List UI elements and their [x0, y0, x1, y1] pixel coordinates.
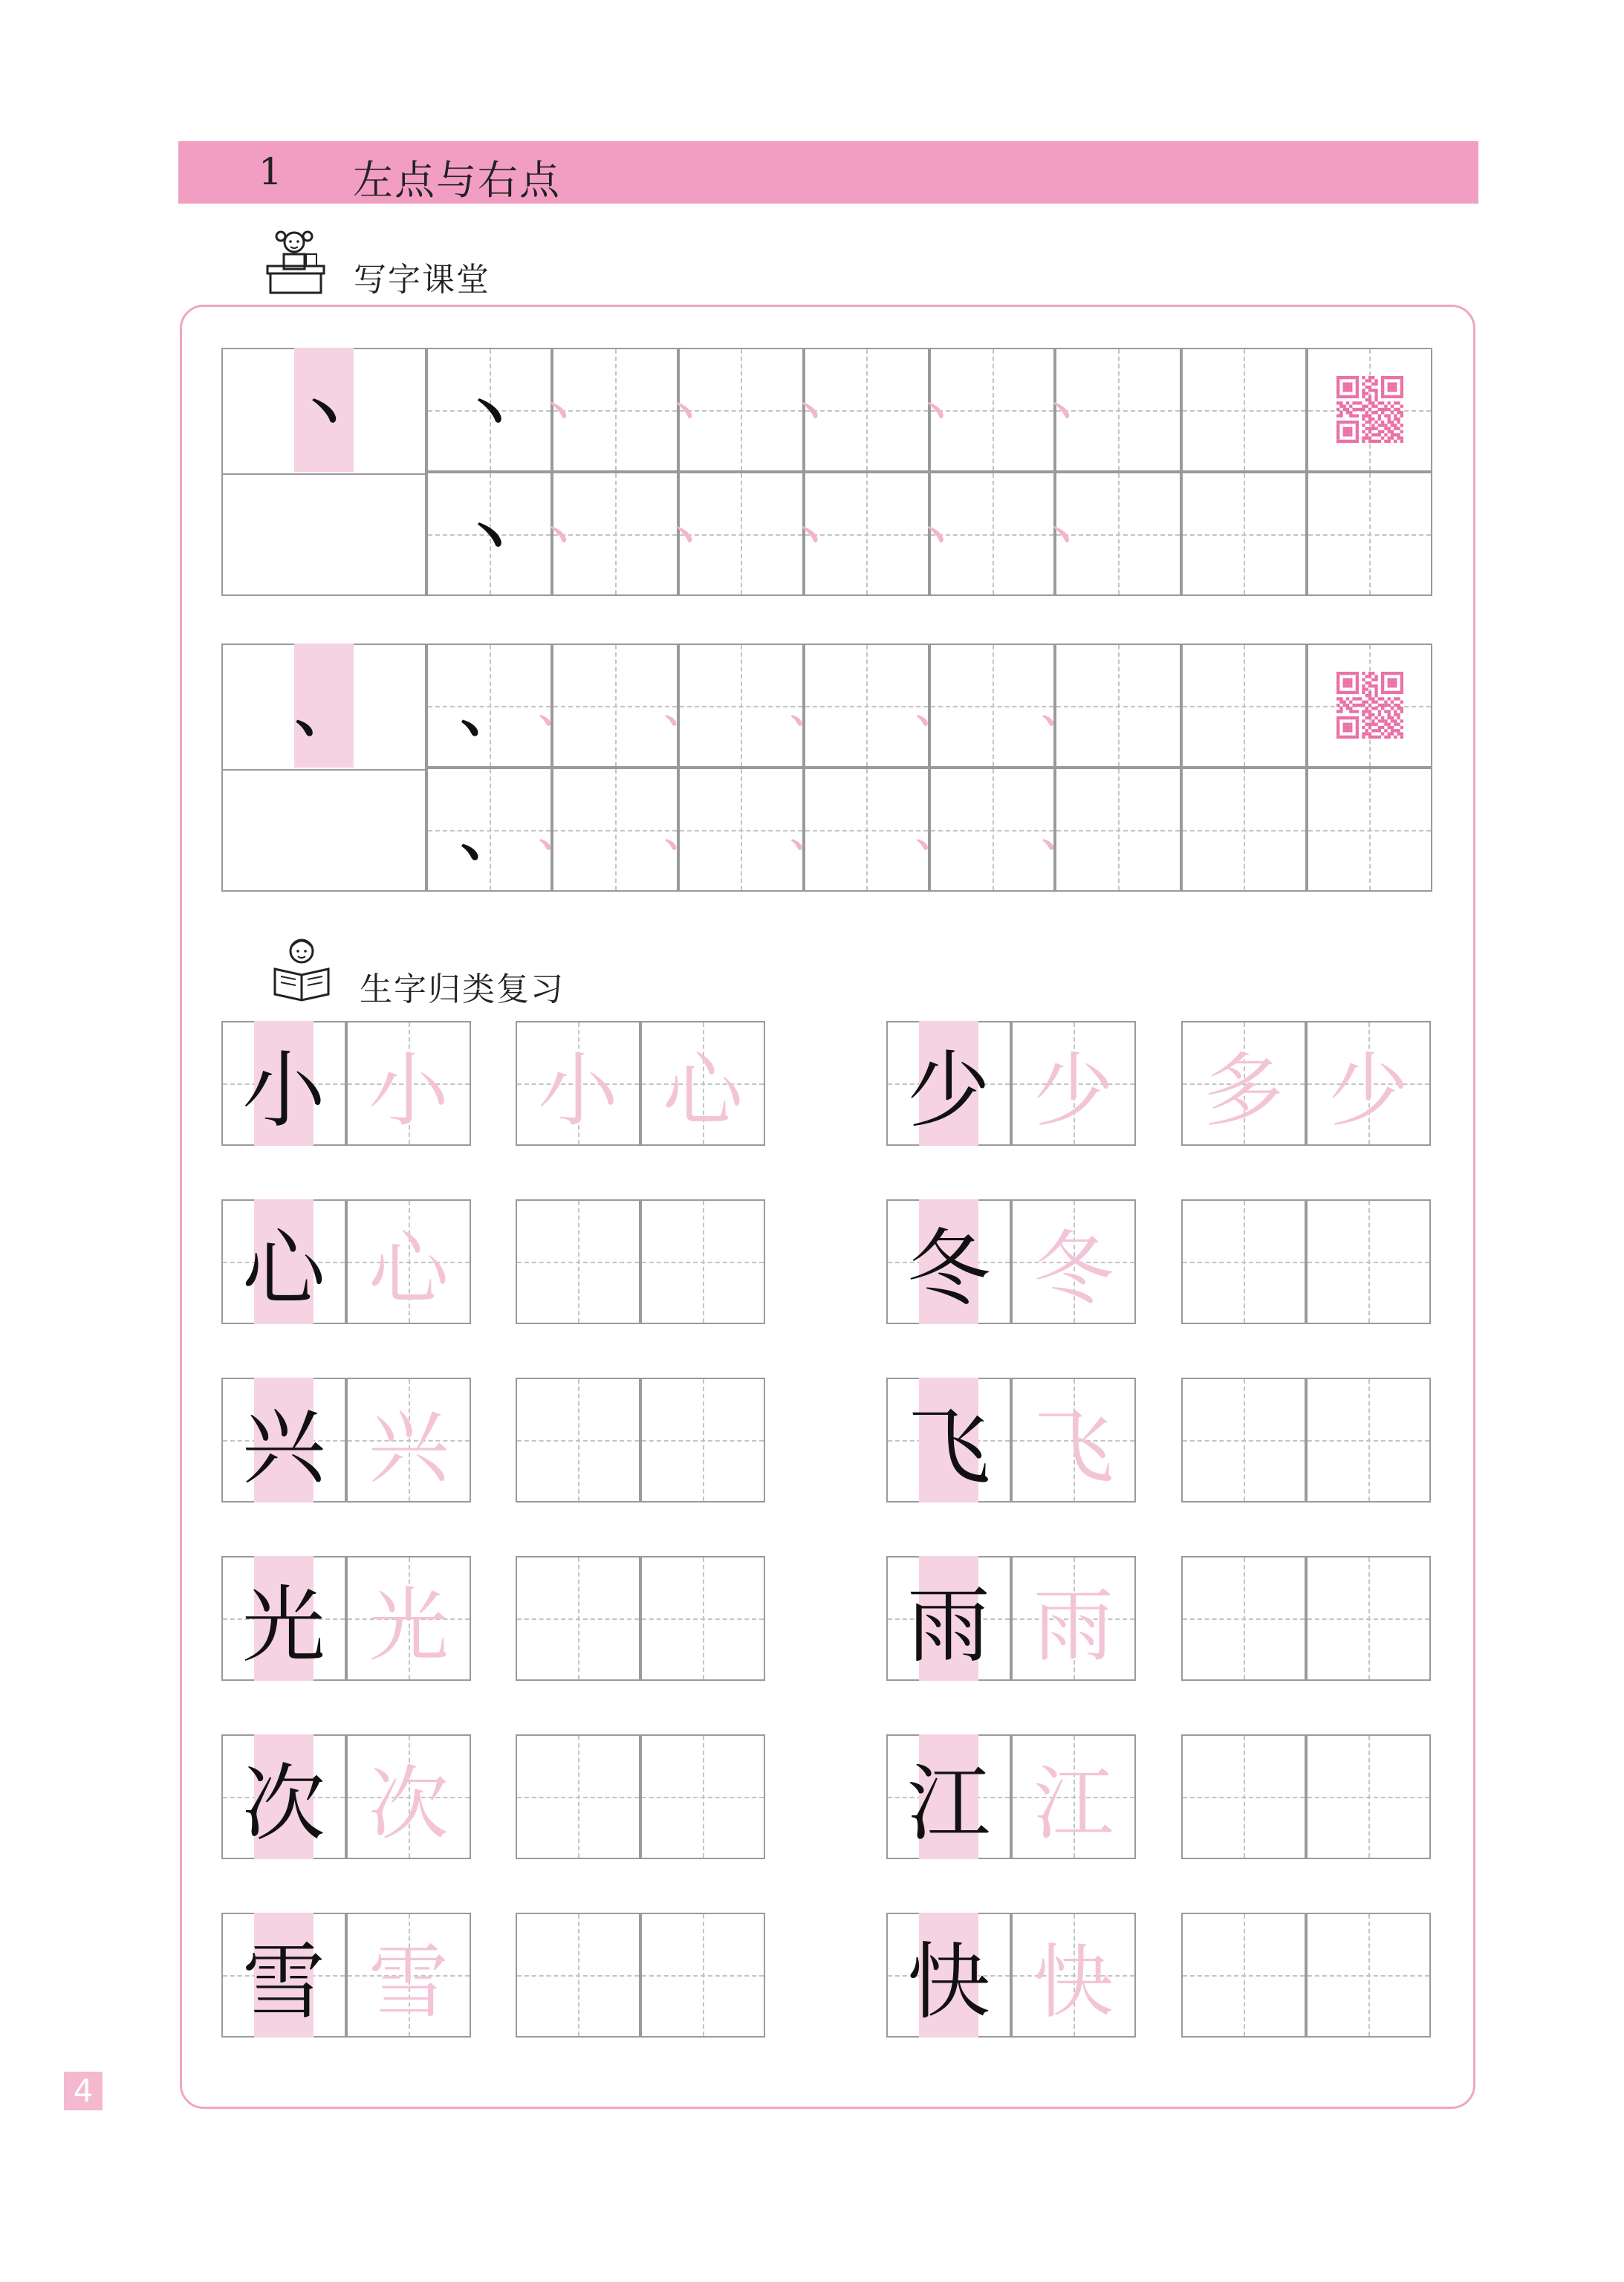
- stroke-practice-cell: [1181, 768, 1307, 892]
- blank-practice-cell: [640, 1913, 765, 2038]
- section-title-writing-class: 写字课堂: [354, 261, 490, 299]
- page-number: 4: [64, 2072, 103, 2110]
- stroke-trace-glyph: 、: [664, 811, 704, 856]
- stroke-trace-glyph: 丶: [1042, 515, 1081, 560]
- trace-character: 雪: [368, 1936, 449, 2029]
- blank-practice-cell: [1306, 1199, 1431, 1324]
- trace-character: 雨: [1033, 1579, 1114, 1673]
- stroke-practice-cell: [1181, 472, 1307, 596]
- stroke-example-glyph: 丶: [460, 380, 519, 449]
- blank-practice-cell: [516, 1734, 640, 1859]
- blank-practice-cell: [1306, 1913, 1431, 2038]
- stroke-trace-glyph: 、: [790, 811, 829, 856]
- blank-practice-cell: [1306, 1556, 1431, 1681]
- stroke-trace-glyph: 、: [539, 811, 578, 856]
- model-character: 雪: [242, 1933, 325, 2031]
- model-character: 雨: [907, 1577, 990, 1674]
- stroke-practice-cell: [1181, 644, 1307, 768]
- trace-character: 冬: [1033, 1222, 1114, 1316]
- trace-character: 小: [368, 1044, 449, 1138]
- stroke-trace-glyph: 、: [1042, 687, 1081, 732]
- section-title-character-review: 生字归类复习: [360, 970, 565, 1008]
- blank-practice-cell: [640, 1734, 765, 1859]
- stroke-trace-glyph: 、: [790, 687, 829, 732]
- blank-practice-cell: [1181, 1913, 1306, 2038]
- blank-practice-cell: [516, 1556, 640, 1681]
- blank-practice-cell: [1181, 1199, 1306, 1324]
- stroke-example-glyph: 丶: [460, 505, 519, 573]
- model-character: 光: [242, 1577, 325, 1674]
- stroke-trace-glyph: 、: [915, 687, 955, 732]
- stroke-trace-glyph: 丶: [1042, 391, 1081, 436]
- stroke-example-glyph: 、: [460, 800, 519, 869]
- stroke-trace-glyph: 丶: [790, 515, 829, 560]
- stroke-trace-glyph: 丶: [664, 515, 704, 560]
- model-character: 心: [242, 1220, 325, 1317]
- trace-character: 少: [1033, 1044, 1114, 1138]
- blank-practice-cell: [1181, 1734, 1306, 1859]
- stroke-practice-cell: [1307, 472, 1432, 596]
- stroke-trace-glyph: 、: [915, 811, 955, 856]
- blank-practice-cell: [1306, 1734, 1431, 1859]
- model-character: 少: [907, 1042, 990, 1139]
- stroke-trace-glyph: 丶: [790, 391, 829, 436]
- stroke-trace-glyph: 丶: [664, 391, 704, 436]
- trace-character: 光: [368, 1579, 449, 1673]
- model-character: 江: [907, 1755, 990, 1852]
- trace-word-character: 心: [662, 1044, 743, 1138]
- trace-character: 兴: [368, 1401, 449, 1494]
- trace-word-character: 少: [1328, 1044, 1409, 1138]
- stroke-model-glyph: 丶: [294, 380, 353, 449]
- model-character: 快: [907, 1933, 990, 2031]
- blank-practice-cell: [516, 1199, 640, 1324]
- model-character: 飞: [907, 1398, 990, 1496]
- trace-character: 心: [368, 1222, 449, 1316]
- qr-code-icon[interactable]: [1336, 672, 1403, 739]
- model-character: 小: [242, 1042, 325, 1139]
- trace-character: 次: [368, 1757, 449, 1851]
- lesson-title: 左点与右点: [353, 157, 561, 204]
- teacher-desk-icon: [264, 227, 327, 296]
- blank-practice-cell: [516, 1913, 640, 2038]
- stroke-trace-glyph: 丶: [539, 515, 578, 560]
- trace-character: 江: [1033, 1757, 1114, 1851]
- stroke-example-glyph: 、: [460, 676, 519, 745]
- blank-practice-cell: [1181, 1556, 1306, 1681]
- lesson-header: [178, 141, 1478, 204]
- model-character: 冬: [907, 1220, 990, 1317]
- stroke-model-glyph: 、: [294, 676, 353, 745]
- stroke-trace-glyph: 、: [539, 687, 578, 732]
- stroke-trace-glyph: 丶: [915, 515, 955, 560]
- blank-practice-cell: [516, 1378, 640, 1503]
- stroke-trace-glyph: 丶: [915, 391, 955, 436]
- model-character: 次: [242, 1755, 325, 1852]
- qr-code-icon[interactable]: [1336, 376, 1403, 443]
- blank-practice-cell: [640, 1556, 765, 1681]
- trace-character: 飞: [1033, 1401, 1114, 1494]
- blank-practice-cell: [1181, 1378, 1306, 1503]
- blank-practice-cell: [640, 1378, 765, 1503]
- stroke-practice-cell: [1181, 348, 1307, 472]
- trace-character: 快: [1033, 1936, 1114, 2029]
- stroke-trace-glyph: 丶: [539, 391, 578, 436]
- lesson-number: 1: [259, 150, 282, 193]
- trace-word-character: 小: [537, 1044, 618, 1138]
- stroke-trace-glyph: 、: [1042, 811, 1081, 856]
- blank-practice-cell: [1306, 1378, 1431, 1503]
- model-character: 兴: [242, 1398, 325, 1496]
- trace-word-character: 多: [1203, 1044, 1284, 1138]
- blank-practice-cell: [640, 1199, 765, 1324]
- stroke-practice-cell: [1307, 768, 1432, 892]
- reading-child-icon: [270, 935, 333, 1006]
- stroke-trace-glyph: 、: [664, 687, 704, 732]
